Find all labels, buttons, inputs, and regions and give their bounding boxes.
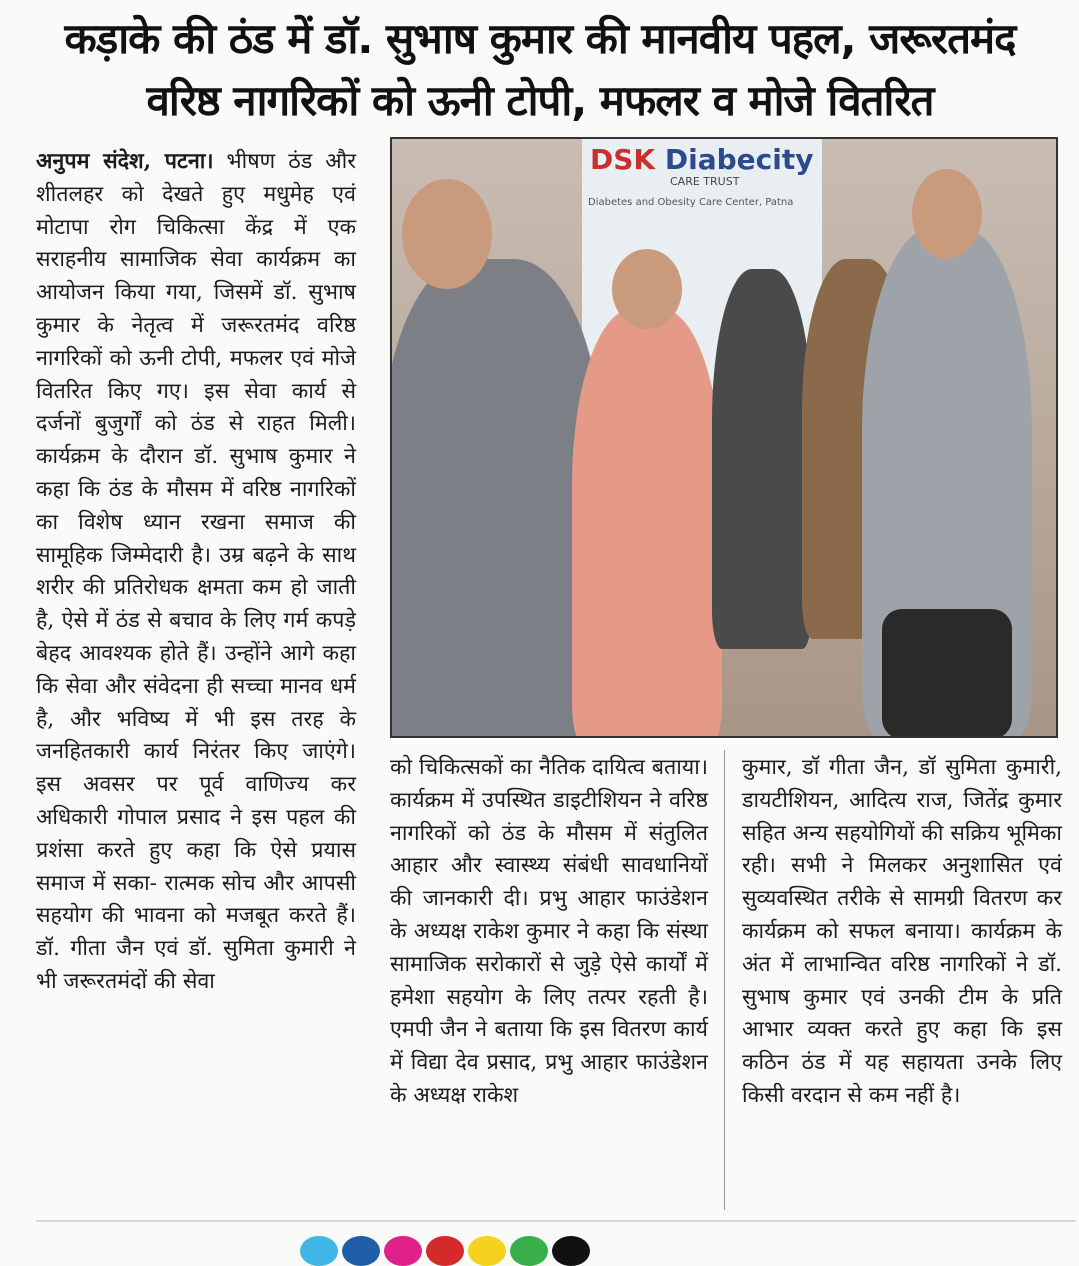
person-elder-woman bbox=[572, 309, 722, 738]
column-2-text: को चिकित्सकों का नैतिक दायित्व बताया। कार्यक्रम में उपस्थित डाइटीशियन ने वरिष्ठ नागरिकों को ठंड के मौसम में संतुलित आहार और स्वास्थ्य संबंधी सावधानियों की जानकारी दी। प्रभु आहार फाउंडेशन के अध्यक्ष राकेश कुमार ने कहा कि संस्था सामाजिक सरोकारों से जुड़े ऐसे कार्यों में हमेशा सहयोग के लिए तत्पर रहती है। एमपी जैन ने बताया कि इस वितरण कार्य में विद्या देव प्रसाद, प्रभु आहार फाउंडेशन के अध्यक्ष राकेश bbox=[390, 755, 708, 1108]
color-swatch bbox=[552, 1236, 590, 1266]
event-photo bbox=[390, 137, 1058, 738]
person-left bbox=[390, 259, 602, 738]
headline bbox=[20, 8, 1060, 132]
color-swatch bbox=[384, 1236, 422, 1266]
column-3-text: कुमार, डॉ गीता जैन, डॉ सुमिता कुमारी, डायटीशियन, आदित्य राज, जितेंद्र कुमार सहित अन्य सहयोगियों की सक्रिय भूमिका रही। सभी ने मिलकर अनुशासित एवं सुव्यवस्थित तरीके से सामग्री वितरण कर कार्यक्रम को सफल बनाया। कार्यक्रम के अंत में लाभान्वित वरिष्ठ नागरिकों ने डॉ. सुभाष कुमार एवं उनकी टीम के प्रति आभार व्यक्त करते हुए कहा कि इस कठिन ठंड में यह सहायता उनके लिए किसी वरदान से कम नहीं है। bbox=[742, 755, 1062, 1108]
color-swatch bbox=[468, 1236, 506, 1266]
person-elder-woman-head bbox=[612, 249, 682, 329]
column-divider bbox=[724, 750, 725, 1210]
banner-subtitle: CARE TRUST bbox=[670, 175, 740, 188]
article-column-2 bbox=[390, 752, 708, 1113]
banner-brand: DSK bbox=[590, 143, 656, 176]
color-registration-bar bbox=[0, 1222, 1079, 1249]
color-swatch bbox=[426, 1236, 464, 1266]
color-swatch bbox=[300, 1236, 338, 1266]
color-swatch bbox=[510, 1236, 548, 1266]
banner-title: Diabecity bbox=[664, 143, 814, 176]
headline-line-2: वरिष्ठ नागरिकों को ऊनी टोपी, मफलर व मोजे वितरित bbox=[146, 76, 934, 125]
color-swatch bbox=[342, 1236, 380, 1266]
person-left-head bbox=[402, 179, 492, 289]
article-column-1 bbox=[36, 146, 356, 999]
dateline: अनुपम संदेश, पटना। bbox=[36, 149, 214, 174]
office-chair bbox=[882, 609, 1012, 738]
article-column-3 bbox=[742, 752, 1062, 1113]
person-center bbox=[712, 269, 812, 649]
person-right-head bbox=[912, 169, 982, 259]
column-1-text: भीषण ठंड और शीतलहर को देखते हुए मधुमेह एवं मोटापा रोग चिकित्सा केंद्र में एक सराहनीय सामाजिक सेवा कार्यक्रम का आयोजन किया गया, जिसमें डॉ. सुभाष कुमार के नेतृत्व में जरूरतमंद वरिष्ठ नागरिकों को ऊनी टोपी, मफलर एवं मोजे वितरित किए गए। इस सेवा कार्य से दर्जनों बुजुर्गों को ठंड से राहत मिली। कार्यक्रम के दौरान डॉ. सुभाष कुमार ने कहा कि ठंड के मौसम में वरिष्ठ नागरिकों का विशेष ध्यान रखना समाज की सामूहिक जिम्मेदारी है। उम्र बढ़ने के साथ शरीर की प्रतिरोधक क्षमता कम हो जाती है, ऐसे में ठंड से बचाव के लिए गर्म कपड़े बेहद आवश्यक होते हैं। उन्होंने आगे कहा कि सेवा और संवेदना ही सच्चा मानव धर्म है, और भविष्य में भी इस तरह के जनहितकारी कार्य निरंतर किए जाएंगे। इस अवसर पर पूर्व वाणिज्य कर अधिकारी गोपाल प्रसाद ने इस पहल की प्रशंसा करते हुए कहा कि ऐसे प्रयास समाज में सका- रात्मक सोच और आपसी सहयोग की भावना को मजबूत करते हैं। डॉ. गीता जैन एवं डॉ. सुमिता कुमारी ने भी जरूरतमंदों की सेवा bbox=[36, 149, 356, 994]
banner-tagline: Diabetes and Obesity Care Center, Patna bbox=[588, 197, 794, 208]
headline-line-1: कड़ाके की ठंड में डॉ. सुभाष कुमार की मानवीय पहल, जरूरतमंद bbox=[64, 14, 1016, 63]
